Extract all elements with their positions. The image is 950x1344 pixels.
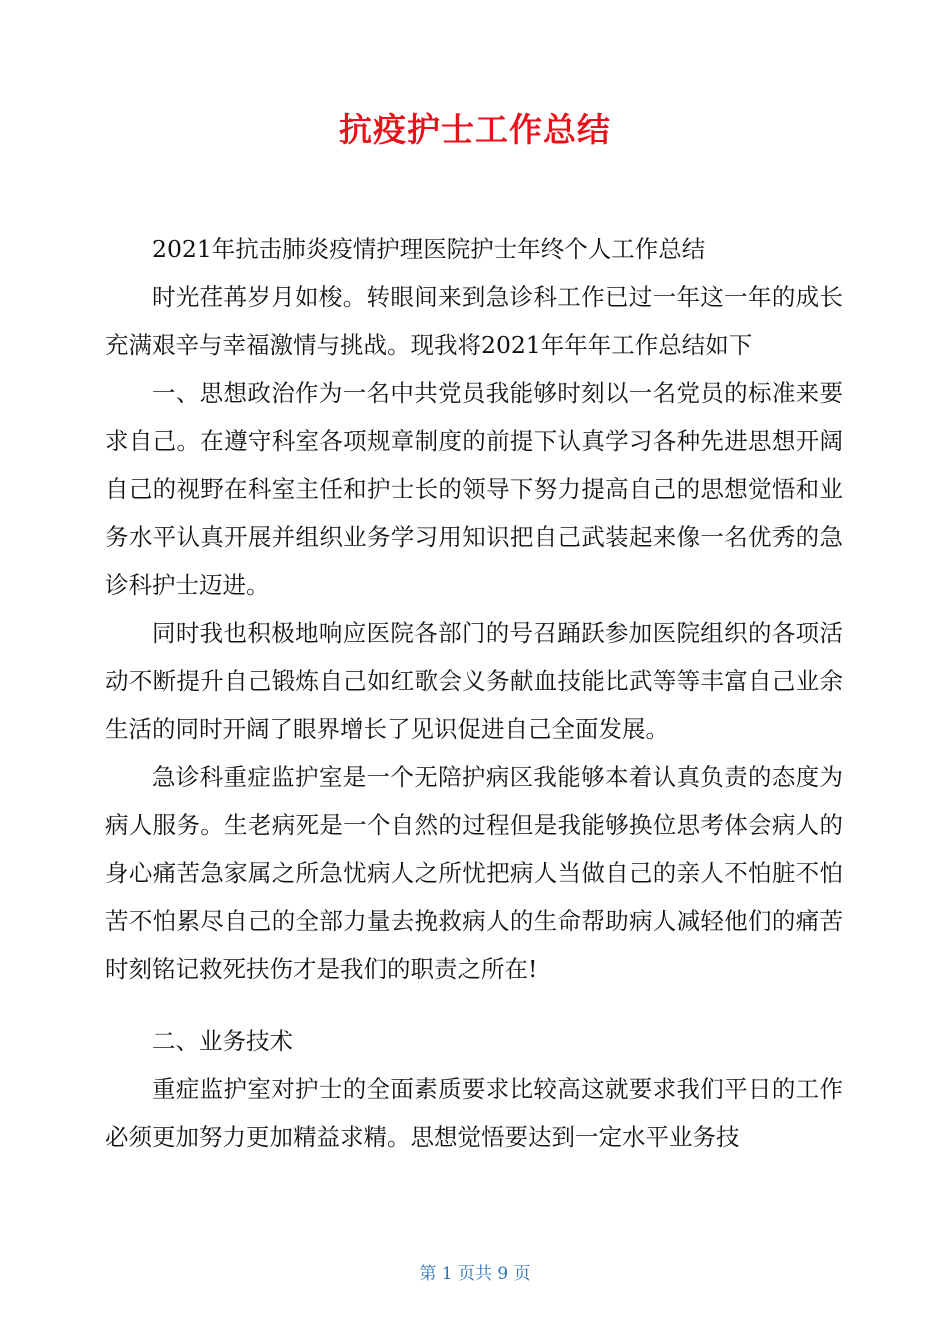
document-title: 抗疫护士工作总结	[339, 110, 611, 149]
section-one-paragraph: 一、思想政治作为一名中共党员我能够时刻以一名党员的标准来要求自己。在遵守科室各项规章制度的前提下认真学习各种先进思想开阔自己的视野在科室主任和护士长的领导下努力提高自己的思想觉悟和业务水平认真开展并组织业务学习用知识把自己武装起来像一名优秀的急诊科护士迈进。	[105, 379, 843, 599]
section-two-heading: 二、业务技术	[152, 1027, 293, 1055]
activities-paragraph: 同时我也积极地响应医院各部门的号召踊跃参加医院组织的各项活动不断提升自己锻炼自己如红歌会义务献血技能比武等等丰富自己业余生活的同时开阔了眼界增长了见识促进自己全面发展。	[105, 619, 843, 743]
intro-paragraph: 时光荏苒岁月如梭。转眼间来到急诊科工作已过一年这一年的成长充满艰辛与幸福激情与挑战。现我将2021年年年工作总结如下	[105, 283, 843, 359]
subtitle-paragraph: 2021年抗击肺炎疫情护理医院护士年终个人工作总结	[152, 235, 706, 263]
page-number: 第 1 页共 9 页	[419, 1264, 531, 1284]
section-two-paragraph: 重症监护室对护士的全面素质要求比较高这就要求我们平日的工作必须更加努力更加精益求精。思想觉悟要达到一定水平业务技	[105, 1075, 843, 1151]
document-body	[105, 225, 843, 1161]
icu-paragraph: 急诊科重症监护室是一个无陪护病区我能够本着认真负责的态度为病人服务。生老病死是一个自然的过程但是我能够换位思考体会病人的身心痛苦急家属之所急忧病人之所忧把病人当做自己的亲人不怕脏不怕苦不怕累尽自己的全部力量去挽救病人的生命帮助病人减轻他们的痛苦时刻铭记救死扶伤才是我们的职责之所在!	[105, 763, 843, 983]
